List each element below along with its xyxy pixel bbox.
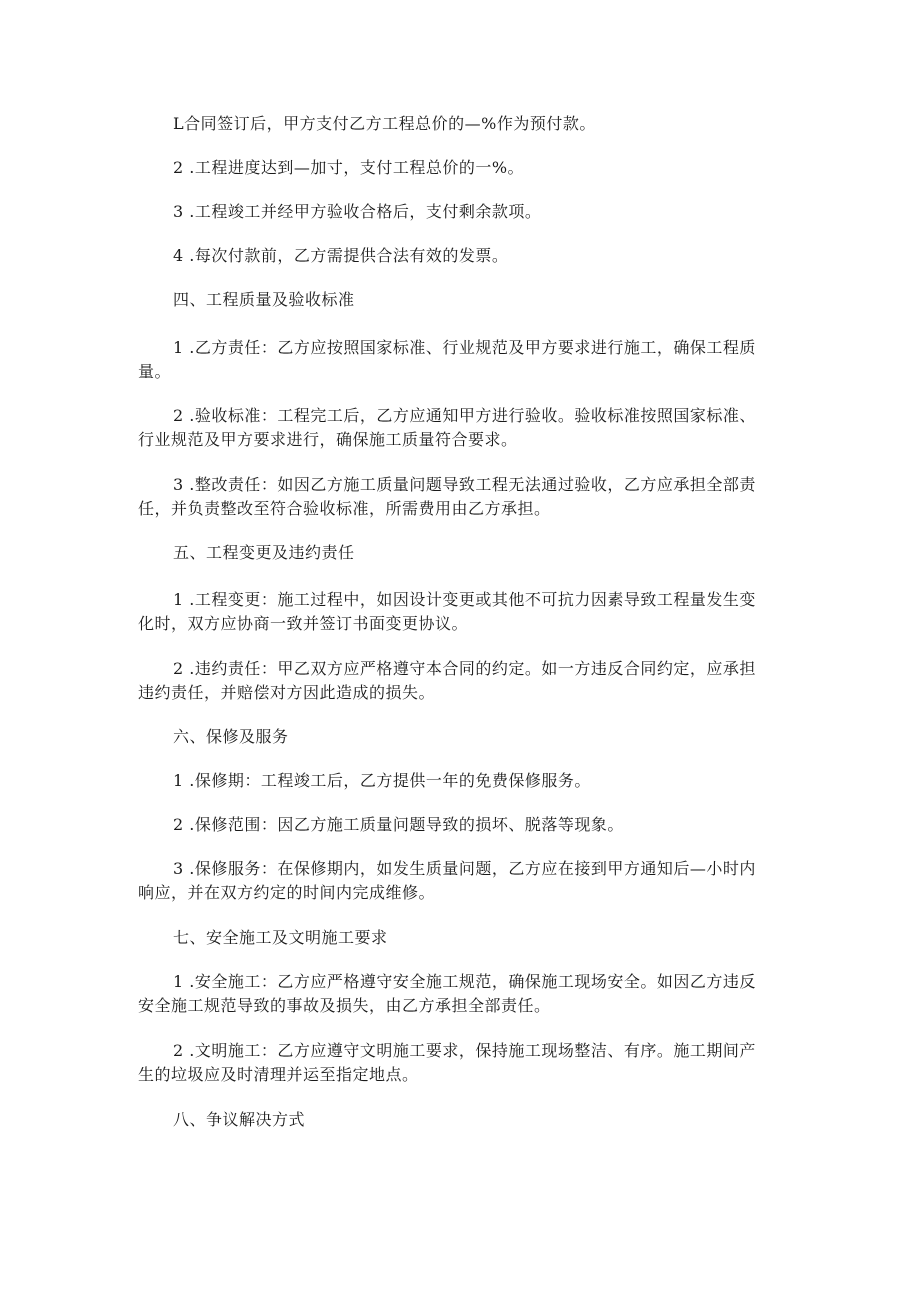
payment-item-2: 2 .工程进度达到—加寸，支付工程总价的一%。 bbox=[173, 158, 525, 177]
payment-item-1: L合同签订后，甲方支付乙方工程总价的—%作为预付款。 bbox=[173, 114, 596, 133]
section-5-para-2-line-2: 违约责任，并赔偿对方因此造成的损失。 bbox=[138, 683, 436, 702]
section-4-para-2-line-1: 2 .验收标准：工程完工后，乙方应通知甲方进行验收。验收标准按照国家标准、 bbox=[173, 406, 756, 425]
section-6-para-2: 2 .保修范围：因乙方施工质量问题导致的损坏、脱落等现象。 bbox=[173, 815, 624, 834]
section-7-para-1-line-1: 1 .安全施工：乙方应严格遵守安全施工规范，确保施工现场安全。如因乙方违反 bbox=[173, 972, 756, 991]
section-5-para-1-line-1: 1 .工程变更：施工过程中，如因设计变更或其他不可抗力因素导致工程量发生变 bbox=[173, 590, 756, 609]
section-5-para-1-line-2: 化时，双方应协商一致并签订书面变更协议。 bbox=[138, 614, 469, 633]
section-4-para-1-line-1: 1 .乙方责任：乙方应按照国家标准、行业规范及甲方要求进行施工，确保工程质 bbox=[173, 338, 756, 357]
section-4-heading: 四、工程质量及验收标准 bbox=[173, 290, 355, 309]
section-7-para-1-line-2: 安全施工规范导致的事故及损失，由乙方承担全部责任。 bbox=[138, 996, 551, 1015]
section-7-para-2-line-1: 2 .文明施工：乙方应遵守文明施工要求，保持施工现场整洁、有序。施工期间产 bbox=[173, 1041, 756, 1060]
payment-item-4: 4 .每次付款前，乙方需提供合法有效的发票。 bbox=[173, 246, 509, 265]
section-4-para-2-line-2: 行业规范及甲方要求进行，确保施工质量符合要求。 bbox=[138, 430, 518, 449]
section-7-para-2-line-2: 生的垃圾应及时清理并运至指定地点。 bbox=[138, 1065, 419, 1084]
section-7-heading: 七、安全施工及文明施工要求 bbox=[173, 928, 388, 947]
section-4-para-3-line-2: 任，并负责整改至符合验收标准，所需费用由乙方承担。 bbox=[138, 499, 551, 518]
section-6-heading: 六、保修及服务 bbox=[173, 727, 289, 746]
section-6-para-3-line-2: 响应，并在双方约定的时间内完成维修。 bbox=[138, 883, 436, 902]
section-5-para-2-line-1: 2 .违约责任：甲乙双方应严格遵守本合同的约定。如一方违反合同约定，应承担 bbox=[173, 659, 756, 678]
section-5-heading: 五、工程变更及违约责任 bbox=[173, 543, 355, 562]
section-6-para-3-line-1: 3 .保修服务：在保修期内，如发生质量问题，乙方应在接到甲方通知后—小时内 bbox=[173, 859, 756, 878]
payment-item-3: 3 .工程竣工并经甲方验收合格后，支付剩余款项。 bbox=[173, 202, 542, 221]
section-4-para-1-line-2: 量。 bbox=[138, 362, 172, 381]
section-8-heading: 八、争议解决方式 bbox=[173, 1110, 306, 1129]
section-4-para-3-line-1: 3 .整改责任：如因乙方施工质量问题导致工程无法通过验收，乙方应承担全部责 bbox=[173, 475, 756, 494]
section-6-para-1: 1 .保修期：工程竣工后，乙方提供一年的免费保修服务。 bbox=[173, 771, 591, 790]
